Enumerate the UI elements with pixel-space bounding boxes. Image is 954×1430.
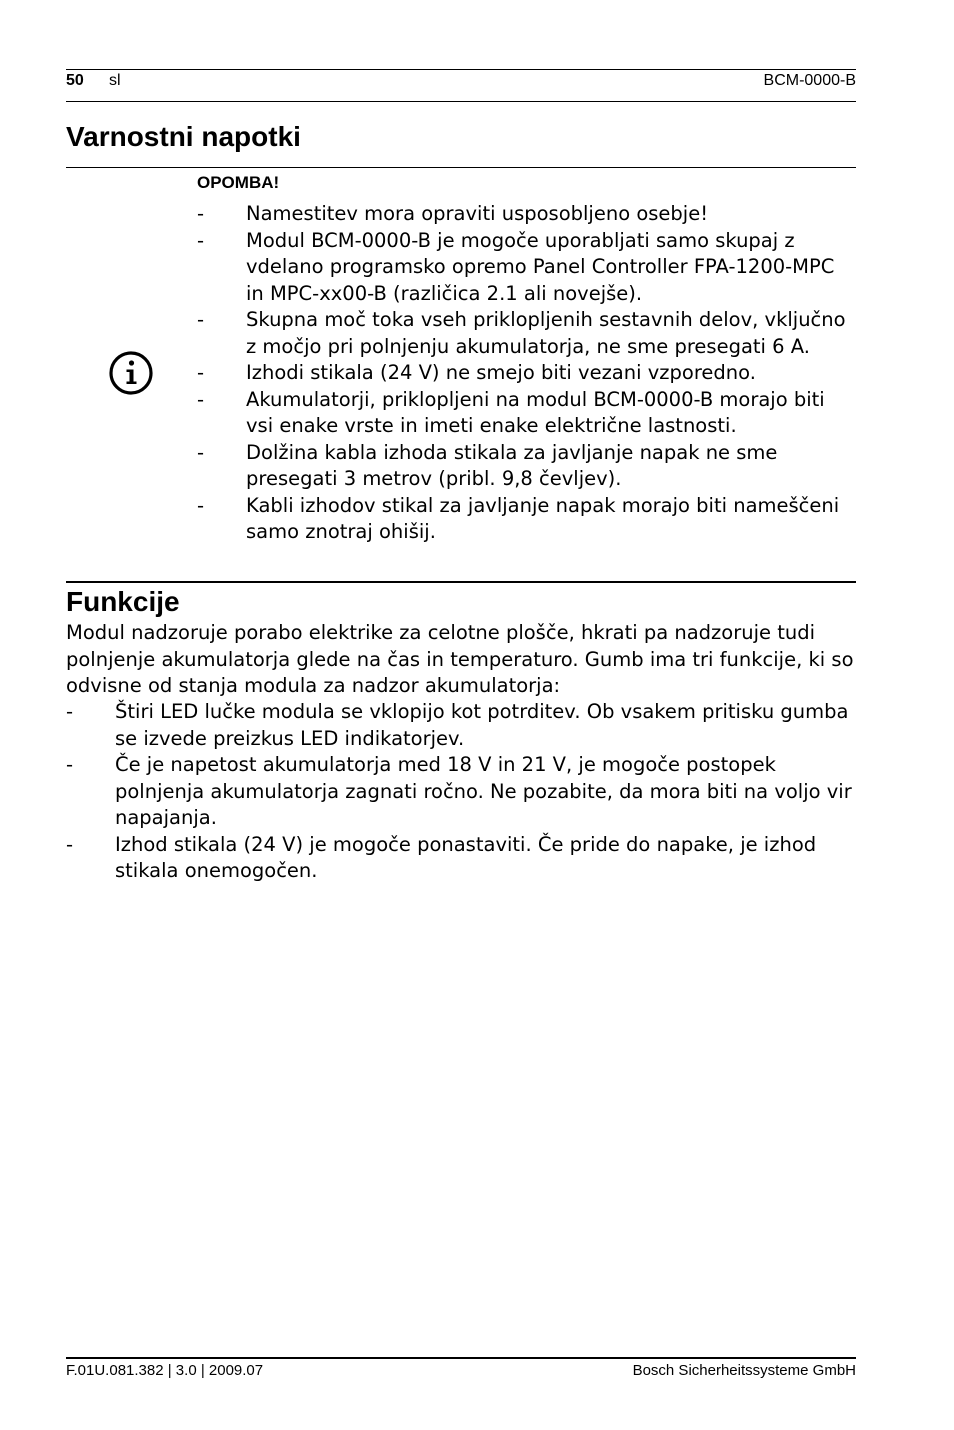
list-item-text: Izhodi stikala (24 V) ne smejo biti vezani vzporedno. — [246, 361, 756, 384]
safety-notes-list — [197, 201, 858, 546]
list-dash: - — [197, 361, 205, 384]
list-dash: - — [197, 308, 205, 331]
note-label: OPOMBA! — [197, 173, 280, 192]
list-item-text: Izhod stikala (24 V) je mogoče ponastaviti. Če pride do napake, je izhod stikala onemogočen. — [115, 832, 817, 882]
list-item-text: Štiri LED lučke modula se vklopijo kot potrditev. Ob vsakem pritisku gumba se izvede preizkus LED indikatorjev. — [115, 700, 849, 750]
list-dash: - — [66, 832, 74, 856]
list-dash: - — [197, 387, 205, 411]
list-item — [66, 699, 865, 752]
footer-rule — [66, 1357, 856, 1359]
functions-list — [66, 699, 865, 885]
safety-section-title: Varnostni napotki — [66, 121, 301, 152]
list-item — [197, 228, 858, 308]
functions-intro-paragraph: Modul nadzoruje porabo elektrike za celotne plošče, hkrati pa nadzoruje tudi polnjenje akumulatorja glede na čas in temperaturo. Gumb ima tri funkcije, ki so odvisne od stanja modula za nadzor akumulatorja: — [66, 621, 854, 697]
page-number: 50 — [66, 72, 84, 89]
functions-section-title: Funkcije — [66, 586, 180, 617]
list-dash: - — [66, 753, 74, 776]
list-item-text: Modul BCM-0000-B je mogoče uporabljati samo skupaj z vdelano programsko opremo Panel Controller FPA-1200-MPC in MPC-xx00-B (različica 2.1 ali novejše). — [246, 228, 835, 305]
list-dash: - — [197, 493, 205, 517]
list-item — [197, 440, 858, 493]
list-item — [197, 387, 858, 440]
list-item-text: Dolžina kabla izhoda stikala za javljanje napak ne sme presegati 3 metrov (pribl. 9,8 čevljev). — [246, 440, 778, 490]
list-item-text: Kabli izhodov stikal za javljanje napak morajo biti nameščeni samo znotraj ohišij. — [246, 493, 840, 543]
list-item — [197, 493, 858, 546]
safety-bottom-rule — [66, 581, 856, 583]
list-item — [66, 752, 865, 832]
list-dash: - — [197, 202, 205, 225]
list-item — [197, 307, 858, 360]
header-bottom-rule — [66, 101, 856, 102]
document-code: BCM-0000-B — [763, 72, 856, 89]
list-item-text: Namestitev mora opraviti usposobljeno osebje! — [246, 202, 709, 225]
list-item-text: Akumulatorji, priklopljeni na modul BCM-0000-B morajo biti vsi enake vrste in imeti enake električne lastnosti. — [246, 387, 825, 437]
company-name: Bosch Sicherheitssysteme GmbH — [632, 1362, 856, 1379]
list-item — [197, 360, 858, 387]
list-dash: - — [66, 700, 74, 723]
header-top-rule — [66, 69, 856, 70]
list-item-text: Če je napetost akumulatorja med 18 V in 21 V, je mogoče postopek polnjenja akumulatorja zagnati ročno. Ne pozabite, da mora biti na voljo vir napajanja. — [115, 753, 852, 829]
list-dash: - — [197, 440, 205, 464]
list-item — [66, 832, 865, 885]
document-reference: F.01U.081.382 | 3.0 | 2009.07 — [66, 1362, 264, 1379]
list-item-text: Skupna moč toka vseh priklopljenih sestavnih delov, vključno z močjo pri polnjenju akumulatorja, ne sme presegati 6 A. — [246, 308, 846, 358]
language-code: sl — [109, 72, 121, 89]
list-dash: - — [197, 228, 205, 252]
list-item — [197, 201, 858, 228]
info-circle-icon — [108, 350, 154, 396]
safety-top-rule — [66, 167, 856, 168]
